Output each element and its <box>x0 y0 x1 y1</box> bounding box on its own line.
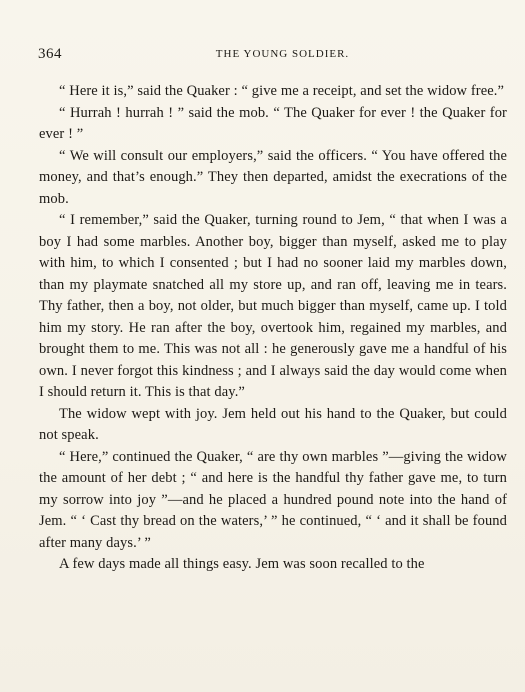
running-title: THE YOUNG SOLDIER. <box>215 48 350 60</box>
paragraph: “ Here,” continued the Quaker, “ are thy own marbles ”—giving the widow the amount of her debt ; “ and here is the handful thy father gave me, to turn my sorrow into joy ”—and he placed a hundred pound note into the hand of Jem. “ ‘ Cast thy bread on the waters,’ ” he continued, “ ‘ and it shall be found after many days.’ ” <box>39 448 507 551</box>
body-text <box>39 81 507 576</box>
page-header <box>38 46 507 64</box>
paragraph: “ We will consult our employers,” said the officers. “ You have offered the money, and that’s enough.” They then departed, amidst the execrations of the mob. <box>39 147 507 207</box>
paragraph: “ Hurrah ! hurrah ! ” said the mob. “ The Quaker for ever ! the Quaker for ever ! ” <box>39 104 507 142</box>
page-number: 364 <box>38 46 62 62</box>
paragraph: “ Here it is,” said the Quaker : “ give me a receipt, and set the widow free.” <box>59 83 505 99</box>
paragraph: A few days made all things easy. Jem was soon recalled to the <box>59 556 425 572</box>
paragraph: The widow wept with joy. Jem held out his hand to the Quaker, but could not speak. <box>39 405 507 443</box>
paragraph: “ I remember,” said the Quaker, turning round to Jem, “ that when I was a boy I had some marbles. Another boy, bigger than myself, asked me to play with him, to which I consented ; but I had no sooner laid my marbles down, than my playmate snatched all my store up, and ran off, leaving me in tears. Thy father, then a boy, not older, but much bigger than myself, came up. I told him my story. He ran after the boy, overtook him, regained my marbles, and brought them to me. This was not all : he generously gave me a handful of his own. I never forgot this kindness ; and I always said the day would come when I should return it. This is that day.” <box>39 212 507 400</box>
